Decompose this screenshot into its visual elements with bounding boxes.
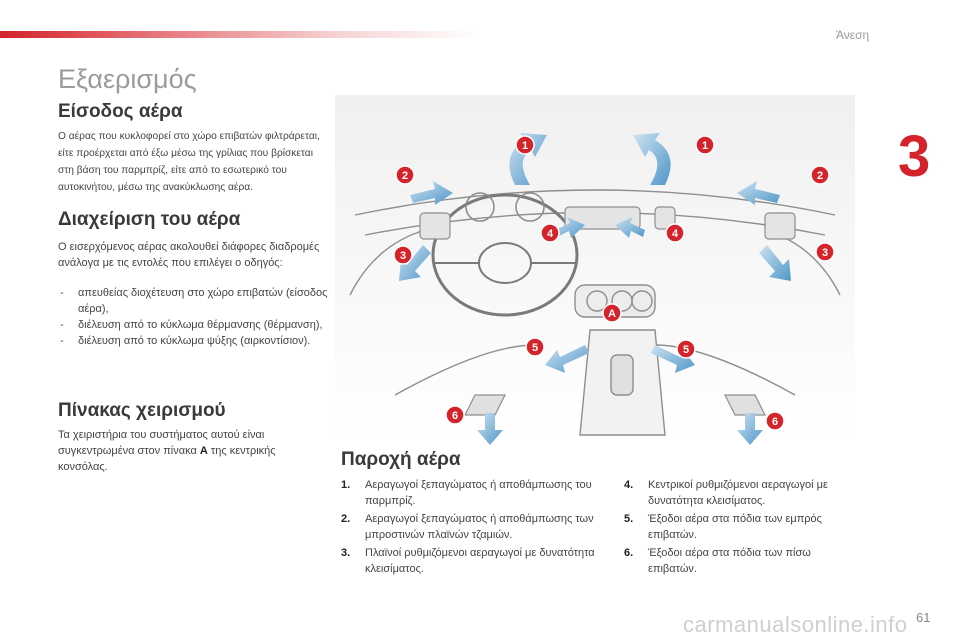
- header-accent-bar: [0, 31, 480, 38]
- svg-text:2: 2: [401, 170, 409, 182]
- marker-4-left: [541, 224, 559, 242]
- marker-6-right: [766, 412, 784, 430]
- svg-text:A: A: [608, 308, 616, 320]
- air-management-heading: Διαχείριση του αέρα: [58, 209, 241, 230]
- marker-3-left: [394, 246, 412, 264]
- svg-text:1: 1: [521, 140, 529, 152]
- page-title: Εξαερισμός: [58, 64, 197, 94]
- air-management-intro: Ο εισερχόμενος αέρας ακολουθεί διάφορες διαδρομές ανάλογα με τις εντολές που επιλέγει ο οδηγός:: [58, 241, 320, 269]
- marker-4-right: [666, 224, 684, 242]
- list-item: - διέλευση από το κύκλωμα θέρμανσης (θέρμανση),: [60, 319, 323, 331]
- air-management-list: [58, 285, 338, 349]
- marker-3-right: [816, 243, 834, 261]
- list-item: 2. Αεραγωγοί ξεπαγώματος ή αποθάμπωσης των μπροστινών πλαϊνών τζαμιών.: [341, 513, 594, 541]
- svg-text:4: 4: [671, 228, 679, 240]
- air-supply-heading: Παροχή αέρα: [341, 449, 461, 470]
- marker-5-left: [526, 338, 544, 356]
- air-supply-legend-right: [624, 477, 854, 579]
- svg-text:1: 1: [701, 140, 709, 152]
- svg-text:6: 6: [771, 416, 779, 428]
- marker-2-left: [396, 166, 414, 184]
- marker-1-left: [516, 136, 534, 154]
- svg-text:3: 3: [821, 247, 829, 259]
- list-item: - απευθείας διοχέτευση στο χώρο επιβατών (είσοδος αέρα),: [60, 287, 328, 315]
- list-item: - διέλευση από το κύκλωμα ψύξης (αιρκοντίσιον).: [60, 335, 311, 347]
- page-number: 61: [916, 610, 931, 625]
- air-intake-text: Ο αέρας που κυκλοφορεί στο χώρο επιβατών φιλτράρεται, είτε προέρχεται από έξω μέσω της γρίλιας που βρίσκεται στη βάση του παρμπρίζ, είτε από το εσωτερικό του αυτοκινήτου, μέσω της ανακύκλωσης αέρα.: [58, 131, 320, 193]
- list-item: 4. Κεντρικοί ρυθμιζόμενοι αεραγωγοί με δυνατότητα κλεισίματος.: [624, 479, 828, 507]
- svg-text:4: 4: [546, 228, 554, 240]
- watermark: carmanualsonline.info: [683, 612, 908, 637]
- list-item: 3. Πλαϊνοί ρυθμιζόμενοι αεραγωγοί με δυνατότητα κλεισίματος.: [341, 547, 595, 575]
- list-item: 5. Έξοδοι αέρα στα πόδια των εμπρός επιβατών.: [624, 513, 822, 541]
- dashboard-ventilation-illustration: [335, 95, 855, 445]
- chapter-number: 3: [898, 124, 931, 189]
- air-intake-heading: Είσοδος αέρα: [58, 101, 183, 122]
- svg-text:3: 3: [399, 250, 407, 262]
- svg-text:5: 5: [531, 342, 539, 354]
- marker-1-right: [696, 136, 714, 154]
- air-supply-legend-left: [341, 477, 611, 579]
- marker-5-right: [677, 340, 695, 358]
- control-panel-text: Τα χειριστήρια του συστήματος αυτού είναι συγκεντρωμένα στον πίνακα A της κεντρικής κονσόλας.: [58, 429, 276, 473]
- svg-text:6: 6: [451, 410, 459, 422]
- control-panel-heading: Πίνακας χειρισμού: [58, 400, 226, 421]
- list-item: 6. Έξοδοι αέρα στα πόδια των πίσω επιβατών.: [624, 547, 811, 575]
- list-item: 1. Αεραγωγοί ξεπαγώματος ή αποθάμπωσης του παρμπρίζ.: [341, 479, 592, 507]
- section-label: Άνεση: [836, 28, 870, 42]
- marker-6-left: [446, 406, 464, 424]
- svg-text:2: 2: [816, 170, 824, 182]
- marker-2-right: [811, 166, 829, 184]
- marker-a: [603, 304, 621, 322]
- svg-text:5: 5: [682, 344, 690, 356]
